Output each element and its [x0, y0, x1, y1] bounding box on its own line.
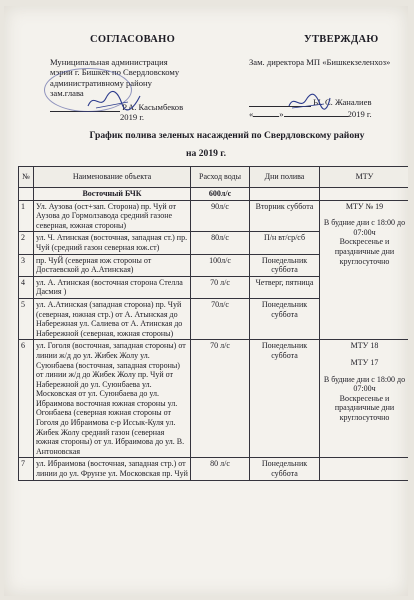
row-number: 7	[19, 458, 34, 480]
agreed-title: СОГЛАСОВАНО	[90, 34, 176, 45]
mtu-holiday-hours: Воскресенье и праздничные дни круглосуточно	[334, 237, 395, 266]
watering-schedule-table	[18, 166, 408, 481]
col-number: №	[19, 167, 34, 188]
row-number: 1	[19, 200, 34, 232]
col-watering-days: Дни полива	[250, 167, 320, 188]
col-mtu: МТУ	[320, 167, 409, 188]
row-object: ул. Ч. Атинская (восточная, западная ст.) пр. Чуй (средний газон северная юж.ст)	[34, 232, 191, 254]
row-days: Понедельник суббота	[250, 254, 320, 276]
agreed-org-line: административному району	[50, 77, 152, 88]
mtu-weekday-hours: В будние дни с 18:00 до 07:00ч	[323, 374, 406, 394]
row-number: 2	[19, 232, 34, 254]
row-rate: 100л/с	[191, 254, 250, 276]
section-rate: 600л/с	[191, 188, 250, 201]
row-number: 5	[19, 298, 34, 339]
table-row	[19, 340, 409, 458]
row-days: Вторник суббота	[250, 200, 320, 232]
row-days: Понедельник суббота	[250, 458, 320, 480]
row-number: 6	[19, 340, 34, 458]
mtu-weekday-hours: В будние дни с 18:00 до 07:00ч	[323, 218, 406, 237]
mtu-title: МТУ № 19	[345, 201, 384, 211]
col-object-name: Наименование объекта	[34, 167, 191, 188]
row-object: ул. А. Атинская (восточная сторона Стелла Дасмия )	[34, 276, 191, 298]
table-row	[19, 458, 409, 480]
row-object: ул. Ибраимова (восточная, западная стр.) от линии до ул. Фрунзе ул. Московская пр. Чуй	[34, 458, 191, 480]
approved-title: УТВЕРЖДАЮ	[304, 34, 379, 45]
col-water-rate: Расход воды	[191, 167, 250, 188]
right-signature	[286, 92, 332, 114]
section-row	[19, 188, 409, 201]
row-object: ул. А.Атинская (западная сторона) пр. Чуй (северная, южная стр.) от А. Атынская до Набережная ул. Салиева от А. Атинская до Набережной (северная, южная стороны)	[34, 298, 191, 339]
table-row	[19, 200, 409, 232]
row-days: Понедельник суббота	[250, 298, 320, 339]
schedule-title: График полива зеленых насаждений по Свердловскому району	[89, 130, 365, 141]
row-days: Четверг, пятница	[250, 276, 320, 298]
mtu-title: МТУ 18	[350, 341, 379, 351]
row-object: пр. ЧуЙ (северная юж стороны от Достаевской до А.Атинская)	[34, 254, 191, 276]
mtu-holiday-hours: Воскресенье и праздничные дни круглосуточно	[334, 393, 395, 422]
left-signature	[84, 88, 144, 114]
agreed-org-line: Муниципальная администрация	[50, 57, 168, 67]
row-number: 4	[19, 276, 34, 298]
approved-date-year: 2019 г.	[347, 109, 372, 119]
agreed-signer: Р.А. Касымбеков	[122, 101, 184, 112]
row-rate: 90л/с	[191, 200, 250, 232]
schedule-year: на 2019 г.	[186, 148, 226, 159]
section-name: Восточный БЧК	[34, 188, 191, 201]
mtu-group-19	[320, 200, 409, 340]
agreed-date: 2019 г.	[120, 111, 145, 122]
row-days: П/н вт/ср/сб	[250, 232, 320, 254]
table-header-row	[19, 167, 409, 188]
agreed-org-line: мэрии г. Бишкек по Свердловскому	[50, 67, 180, 78]
row-rate: 80 л/с	[191, 458, 250, 480]
row-object: Ул. Аузова (ост+зап. Сторона) пр. Чуй от Аузова до Гормолзавода средний газоне северная, южная стороны)	[34, 200, 191, 232]
row-rate: 70л/с	[191, 298, 250, 339]
document-page	[4, 6, 408, 596]
row-rate: 80л/с	[191, 232, 250, 254]
row-rate: 70 л/с	[191, 340, 250, 458]
approved-date: « » 2019 г.	[249, 109, 372, 119]
approved-signer: Ы. С. Жаналиев	[313, 97, 372, 107]
row-days: Понедельник суббота	[250, 340, 320, 458]
approved-org: Зам. директора МП «Бишкекзеленхоз»	[249, 57, 391, 67]
mtu-group-18-17	[320, 340, 409, 458]
mtu-subtitle: МТУ 17	[350, 357, 379, 367]
agreed-org-line: зам.глава	[50, 88, 84, 99]
row-number: 3	[19, 254, 34, 276]
row-object: ул. Гоголя (восточная, западная стороны) от линии ж/д до ул. Жибек Жолу ул. Суюнбаева (восточная, западная стороны) от линии ж/д до Жибек Жолу пр. Чуй от Набережной до ул. Суюнбаева ул. Московская от ул. Суюнбаева до ул. Ибраимова восточная южная стороны ул. Огонбаева (северная южная стороны от Гоголя до Ибраимова с-р Иссык-Куля ул. Жибек Жолу средний газон (северная южная стороны) от ул. Ибраимова до ул. В. Антоновская	[34, 340, 191, 458]
row-rate: 70 л/с	[191, 276, 250, 298]
